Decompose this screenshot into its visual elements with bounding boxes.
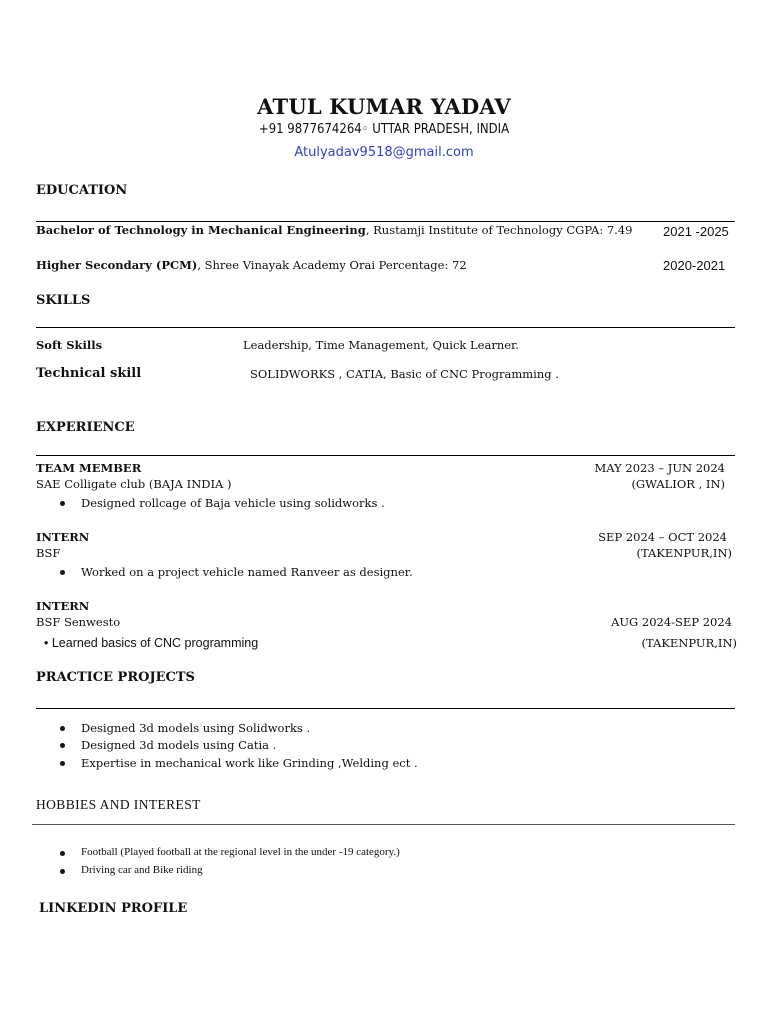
skills-divider [36,327,735,328]
experience-org-2: BSF [36,546,61,560]
project-item-3: Expertise in mechanical work like Grinding ,Welding ect . [81,756,418,770]
experience-dates-2: SEP 2024 – OCT 2024 [598,530,727,544]
technical-skill-value: SOLIDWORKS , CATIA, Basic of CNC Programming . [250,367,559,381]
email-link[interactable]: Atulyadav9518@gmail.com [294,145,474,160]
experience-role-3: INTERN [36,599,90,613]
education-detail-1: , Rustamji Institute of Technology CGPA: 7.49 [365,223,633,237]
experience-location-3: (TAKENPUR,IN) [641,636,737,650]
experience-heading: EXPERIENCE [36,420,135,435]
experience-role-1: TEAM MEMBER [36,461,142,475]
education-detail-2: , Shree Vinayak Academy Orai Percentage: 72 [197,258,467,272]
education-degree-2: Higher Secondary (PCM) [36,258,198,272]
bullet-icon [60,501,65,506]
soft-skills-label: Soft Skills [36,338,103,352]
experience-bullet-3: • Learned basics of CNC programming [44,636,259,650]
education-heading: EDUCATION [36,183,128,198]
experience-divider [36,455,735,456]
experience-org-1: SAE Colligate club (BAJA INDIA ) [36,477,232,491]
projects-divider [36,708,735,709]
experience-dates-1: MAY 2023 – JUN 2024 [594,461,725,475]
resume-name: ATUL KUMAR YADAV [257,94,511,119]
soft-skills-value: Leadership, Time Management, Quick Learner. [243,338,519,352]
skills-heading: SKILLS [36,293,91,308]
experience-role-2: INTERN [36,530,90,544]
hobby-item-2: Driving car and Bike riding [81,864,203,876]
experience-bullet-1: Designed rollcage of Baja vehicle using solidworks . [81,496,385,510]
hobby-item-1: Football (Played football at the regional level in the under -19 category.) [81,846,400,858]
experience-dates-3: AUG 2024-SEP 2024 [611,615,732,629]
hobbies-divider [32,824,735,825]
education-years-1: 2021 -2025 [663,224,729,239]
project-item-2: Designed 3d models using Catia . [81,738,277,752]
bullet-icon [60,761,65,766]
experience-location-2: (TAKENPUR,IN) [636,546,732,560]
education-item-2 [36,258,467,272]
bullet-icon [60,869,65,874]
bullet-icon [60,743,65,748]
bullet-icon [60,726,65,731]
experience-bullet-2: Worked on a project vehicle named Ranveer as designer. [81,565,413,579]
education-divider [36,221,735,222]
hobbies-heading: HOBBIES AND INTEREST [36,797,201,812]
project-item-1: Designed 3d models using Solidworks . [81,721,311,735]
education-item-1 [36,223,632,237]
linkedin-heading: LINKEDIN PROFILE [39,901,188,916]
technical-skill-label: Technical skill [36,366,142,381]
bullet-icon [60,851,65,856]
education-years-2: 2020-2021 [663,258,726,273]
contact-line: +91 9877674264◦ UTTAR PRADESH, INDIA [258,122,510,137]
experience-org-3: BSF Senwesto [36,615,121,629]
experience-location-1: (GWALIOR , IN) [631,477,725,491]
education-degree-1: Bachelor of Technology in Mechanical Engineering [36,223,366,237]
bullet-icon [60,570,65,575]
projects-heading: PRACTICE PROJECTS [36,670,195,685]
